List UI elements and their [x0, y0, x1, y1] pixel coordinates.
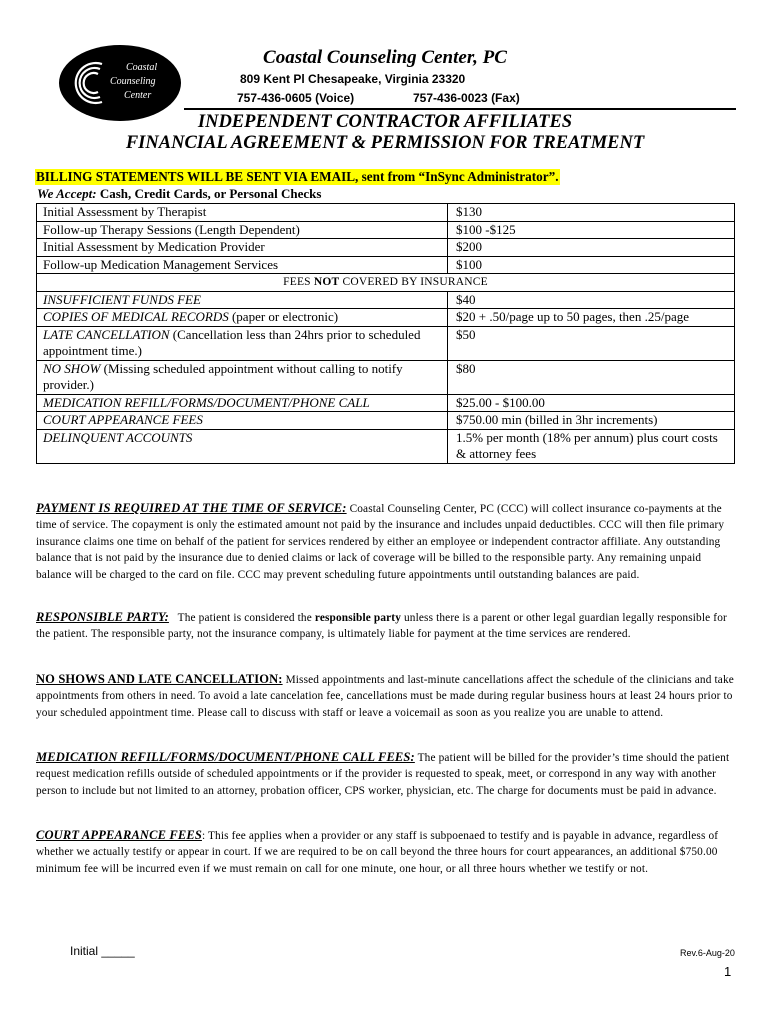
- noshow-text: Missed appointments and last-minute cancellations affect the schedule of the clinicians and take appointments from others in need. To avoid a late cancelation fee, cancellations must be made during regular business hours at least 24 hours prior to your scheduled appointment time. Please call to discuss with staff or leave a voicemail as soon as you realize you are unable to attend.: [36, 674, 734, 719]
- no-shows-section: [36, 671, 736, 721]
- billing-notice: BILLING STATEMENTS WILL BE SENT VIA EMAIL, sent from “InSync Administrator”.: [36, 169, 559, 184]
- service-name: Follow-up Medication Management Services: [37, 256, 448, 274]
- table-row: [37, 326, 735, 360]
- not-covered-pre: FEES: [283, 276, 314, 288]
- fee-description: [37, 326, 448, 360]
- fee-name: INSUFFICIENT FUNDS FEE: [43, 291, 201, 307]
- table-row: [37, 239, 735, 257]
- service-price: $100 -$125: [448, 221, 735, 239]
- accept-text: Cash, Credit Cards, or Personal Checks: [96, 186, 322, 201]
- responsible-heading: RESPONSIBLE PARTY:: [36, 610, 169, 624]
- service-price: $200: [448, 239, 735, 257]
- fee-description: [37, 309, 448, 327]
- fee-price: $80: [448, 360, 735, 394]
- fee-name: DELINQUENT ACCOUNTS: [43, 429, 193, 445]
- responsible-text-a: The patient is considered the: [168, 612, 315, 624]
- fee-name: COURT APPEARANCE FEES: [43, 412, 203, 427]
- section-header-row: [37, 274, 735, 292]
- logo-text-3: Center: [124, 90, 152, 101]
- fee-description: [37, 394, 448, 412]
- fee-price: $20 + .50/page up to 50 pages, then .25/page: [448, 309, 735, 327]
- fee-price: 1.5% per month (18% per annum) plus court costs & attorney fees: [448, 429, 735, 463]
- document-title-line1: INDEPENDENT CONTRACTOR AFFILIATES: [197, 112, 573, 132]
- table-row: [37, 291, 735, 309]
- medication-fees-section: [36, 749, 736, 799]
- table-row: [37, 360, 735, 394]
- fees-table: [36, 203, 735, 464]
- page-number: 1: [724, 964, 732, 979]
- payment-section: [36, 500, 736, 583]
- accepted-payments: [37, 186, 321, 202]
- noshow-heading: NO SHOWS AND LATE CANCELLATION:: [36, 672, 283, 686]
- court-text: : This fee applies when a provider or any staff is subpoenaed to testify and is payable in advance, regardless of whether we actually testify or appear in court. If we are required to be on call beyond the three hours for court appearances, an additional $750.00 minimum fee will be incurred even if we must remain on call for one minute, one hour, or all three hours whether we testify or not.: [36, 830, 719, 875]
- document-title-line2: FINANCIAL AGREEMENT & PERMISSION FOR TREATMENT: [125, 133, 645, 153]
- responsible-party-section: [36, 609, 736, 643]
- fee-description: [37, 291, 448, 309]
- fee-price: $25.00 - $100.00: [448, 394, 735, 412]
- table-row: [37, 256, 735, 274]
- initial-field[interactable]: Initial _____: [70, 944, 135, 958]
- logo-text-1: Coastal: [126, 62, 158, 73]
- not-covered-header: [37, 274, 735, 292]
- court-heading: COURT APPEARANCE FEES: [36, 828, 202, 842]
- table-row: [37, 221, 735, 239]
- table-row: [37, 429, 735, 463]
- fee-price: $50: [448, 326, 735, 360]
- payment-heading: PAYMENT IS REQUIRED AT THE TIME OF SERVICE:: [36, 501, 347, 515]
- fee-description: [37, 429, 448, 463]
- fee-name: NO SHOW: [43, 360, 101, 376]
- medication-heading: MEDICATION REFILL/FORMS/DOCUMENT/PHONE CALL FEES:: [36, 750, 415, 764]
- table-row: [37, 204, 735, 222]
- service-name: Initial Assessment by Medication Provider: [37, 239, 448, 257]
- court-fees-section: [36, 827, 736, 877]
- fee-note: (paper or electronic): [228, 309, 339, 324]
- phone-voice: 757-436-0605 (Voice): [237, 91, 355, 105]
- fee-note: (Missing scheduled appointment without calling to notify provider.): [43, 360, 403, 392]
- table-row: [37, 394, 735, 412]
- organization-address: 809 Kent Pl Chesapeake, Virginia 23320: [240, 72, 466, 86]
- fee-name: MEDICATION REFILL/FORMS/DOCUMENT/PHONE CALL: [43, 394, 370, 410]
- fee-description: [37, 360, 448, 394]
- revision-label: Rev.6-Aug-20: [680, 948, 735, 958]
- medication-text: The patient will be billed for the provider’s time should the patient request medication refills outside of scheduled appointments or if the provider is requested to speak, meet, or correspond in any way with another person to include but not limited to an attorney, probation officer, CPS worker, physician, etc. The charge for documents must be paid in advance.: [36, 752, 730, 797]
- table-row: [37, 412, 735, 430]
- organization-name: Coastal Counseling Center, PC: [263, 47, 507, 68]
- service-name: Initial Assessment by Therapist: [37, 204, 448, 222]
- fee-name: LATE CANCELLATION: [43, 326, 170, 342]
- service-price: $130: [448, 204, 735, 222]
- accept-label: We Accept:: [37, 186, 97, 201]
- table-row: [37, 309, 735, 327]
- not-covered-bold: NOT: [313, 276, 340, 288]
- fee-description: [37, 412, 448, 430]
- payment-text: Coastal Counseling Center, PC (CCC) will collect insurance co-payments at the time of service. The copayment is only the estimated amount not paid by the insurance and includes unpaid deductibles. CCC will then file primary insurance claims one time on behalf of the patient for services rendered by either an employee or independent contractor affiliate. Any outstanding balance that is not paid by the insurance due to denied claims or lack of coverage will be billed to the responsible party. Any remaining unpaid balance will be charged to the card on file. CCC may prevent scheduling future appointments until outstanding balances are paid.: [36, 503, 725, 581]
- logo-text-2: Counseling: [110, 76, 156, 87]
- fee-name: COPIES OF MEDICAL RECORDS: [43, 309, 229, 324]
- not-covered-post: COVERED BY INSURANCE: [339, 276, 488, 288]
- responsible-bold: responsible party: [314, 612, 401, 624]
- phone-fax: 757-436-0023 (Fax): [413, 91, 520, 105]
- fee-price: $40: [448, 291, 735, 309]
- responsible-text-b: unless there is a parent or other legal guardian legally responsible for the patient. The responsible party, not the insurance company, is ultimately liable for payment at the time services are rendered.: [36, 612, 727, 641]
- fee-note: (Cancellation less than 24hrs prior to scheduled appointment time.): [43, 326, 421, 358]
- service-name: Follow-up Therapy Sessions (Length Dependent): [37, 221, 448, 239]
- service-price: $100: [448, 256, 735, 274]
- fee-price: $750.00 min (billed in 3hr increments): [448, 412, 735, 430]
- header-divider: [184, 108, 736, 110]
